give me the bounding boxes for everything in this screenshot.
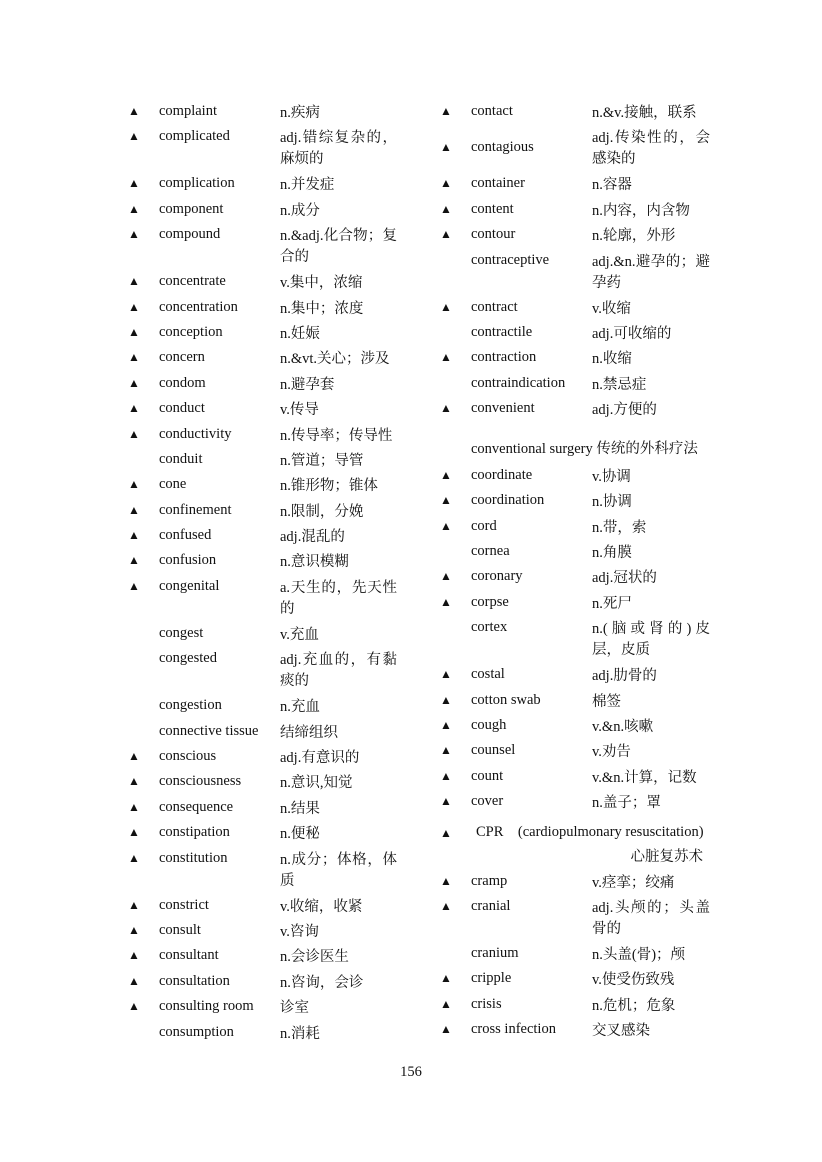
glossary-entry <box>128 346 398 371</box>
triangle-marker-icon: ▲ <box>128 999 140 1014</box>
entry-definition: adj.充血的，有黏痰的 <box>280 652 397 690</box>
glossary-entry <box>128 372 398 397</box>
triangle-marker-icon: ▲ <box>440 667 452 682</box>
triangle-marker-icon: ▲ <box>440 140 452 155</box>
entry-definition: n.&adj.化合物；复合的 <box>280 228 397 266</box>
glossary-entry <box>440 489 715 514</box>
entry-definition: v.集中，浓缩 <box>280 275 363 292</box>
glossary-entry <box>440 790 715 815</box>
glossary-entry <box>440 663 715 688</box>
glossary-entry <box>128 172 398 197</box>
triangle-marker-icon: ▲ <box>440 518 452 533</box>
triangle-marker-icon: ▲ <box>128 850 140 865</box>
entry-definition: n.轮廓，外形 <box>592 228 676 245</box>
entry-term: contraindication <box>471 374 566 391</box>
entry-term: consciousness <box>159 773 242 790</box>
entry-definition: 结缔组织 <box>280 724 338 741</box>
right-entries-group-b <box>440 464 715 816</box>
entry-term: compound <box>159 226 221 243</box>
entry-definition: adj.冠状的 <box>592 570 657 587</box>
triangle-marker-icon: ▲ <box>128 227 140 242</box>
entry-definition: n.疾病 <box>280 105 320 121</box>
entry-definition: n.集中；浓度 <box>280 300 364 317</box>
entry-definition: v.使受伤致残 <box>592 972 675 989</box>
entry-term: cripple <box>471 970 512 987</box>
glossary-entry <box>128 745 398 770</box>
entry-term: convenient <box>471 400 535 417</box>
entry-definition: a.天生的，先天性的 <box>280 579 397 617</box>
triangle-marker-icon: ▲ <box>128 528 140 543</box>
entry-term: count <box>471 767 504 784</box>
entry-term: contraceptive <box>471 251 550 268</box>
entry-definition: n.(脑或肾的)皮层，皮质 <box>592 621 710 659</box>
entry-definition: n.带，索 <box>592 519 647 536</box>
glossary-entry <box>440 739 715 764</box>
triangle-marker-icon: ▲ <box>128 129 140 144</box>
entry-term: cone <box>159 476 187 493</box>
entry-definition: adj.错综复杂的，麻烦的 <box>280 130 397 168</box>
entry-term: contraction <box>471 349 537 366</box>
glossary-entry <box>440 346 715 371</box>
entry-definition: n.避孕套 <box>280 376 335 393</box>
triangle-marker-icon: ▲ <box>128 553 140 568</box>
glossary-entry <box>128 970 398 995</box>
glossary-entry <box>128 995 398 1020</box>
entry-term: cover <box>471 793 504 810</box>
entry-term: congestion <box>159 697 222 714</box>
conventional-surgery-entry: conventional surgery 传统的外科疗法 <box>471 440 698 457</box>
glossary-entry <box>440 591 715 616</box>
right-entries-group-c <box>440 870 715 1044</box>
triangle-marker-icon: ▲ <box>440 176 452 191</box>
glossary-entry <box>440 198 715 223</box>
entry-definition: adj.混乱的 <box>280 529 345 546</box>
entry-term: concentrate <box>159 273 226 290</box>
triangle-marker-icon: ▲ <box>440 873 452 888</box>
entry-term: confusion <box>159 552 217 569</box>
triangle-marker-icon: ▲ <box>128 897 140 912</box>
entry-definition: n.结果 <box>280 800 320 817</box>
glossary-entry <box>440 397 715 422</box>
glossary-entry <box>440 765 715 790</box>
entry-definition: n.限制，分娩 <box>280 503 364 520</box>
entry-term: confused <box>159 527 212 544</box>
triangle-marker-icon: ▲ <box>128 578 140 593</box>
entry-definition: n.消耗 <box>280 1025 320 1042</box>
entry-term: contract <box>471 298 518 315</box>
entry-definition: n.会诊医生 <box>280 949 349 966</box>
glossary-entry <box>440 125 715 172</box>
entry-definition: n.&vt.关心；涉及 <box>280 351 390 368</box>
glossary-entry <box>440 223 715 248</box>
glossary-entry <box>440 100 715 125</box>
entry-definition: v.劝告 <box>592 744 631 761</box>
entry-term: crisis <box>471 995 502 1012</box>
triangle-marker-icon: ▲ <box>128 749 140 764</box>
glossary-entry <box>128 894 398 919</box>
entry-definition: v.痉挛；绞痛 <box>592 874 675 891</box>
entry-term: contagious <box>471 139 534 156</box>
glossary-entry <box>440 515 715 540</box>
entry-definition: n.锥形物；锥体 <box>280 478 378 495</box>
triangle-marker-icon: ▲ <box>128 375 140 390</box>
page-number: 156 <box>400 1064 422 1080</box>
triangle-marker-icon: ▲ <box>128 973 140 988</box>
entry-term: cough <box>471 717 507 734</box>
entry-definition: n.妊娠 <box>280 325 320 342</box>
triangle-marker-icon: ▲ <box>440 350 452 365</box>
entry-term: congested <box>159 650 217 667</box>
triangle-marker-icon: ▲ <box>128 922 140 937</box>
entry-term: complicated <box>159 128 230 145</box>
glossary-entry <box>128 397 398 422</box>
glossary-entry <box>440 540 715 565</box>
triangle-marker-icon: ▲ <box>440 825 452 840</box>
entry-term: coronary <box>471 568 523 585</box>
triangle-marker-icon: ▲ <box>128 825 140 840</box>
entry-term: concentration <box>159 298 238 315</box>
glossary-entry <box>128 796 398 821</box>
entry-term: contact <box>471 103 513 119</box>
cpr-entry <box>440 822 715 870</box>
entry-definition: n.意识,知觉 <box>280 775 353 792</box>
glossary-entry <box>128 694 398 719</box>
glossary-entry <box>440 372 715 397</box>
entry-definition: n.死尸 <box>592 595 632 612</box>
entry-definition: n.角膜 <box>592 545 632 562</box>
triangle-marker-icon: ▲ <box>128 104 140 118</box>
triangle-marker-icon: ▲ <box>440 718 452 733</box>
entry-term: cranium <box>471 944 519 961</box>
entry-term: constrict <box>159 896 209 913</box>
glossary-entry <box>128 499 398 524</box>
glossary-entry <box>128 524 398 549</box>
triangle-marker-icon: ▲ <box>128 350 140 365</box>
glossary-entry <box>128 321 398 346</box>
triangle-marker-icon: ▲ <box>128 426 140 441</box>
entry-definition: n.协调 <box>592 494 632 511</box>
glossary-entry <box>128 1021 398 1046</box>
glossary-entry <box>440 714 715 739</box>
entry-definition: n.禁忌症 <box>592 376 647 393</box>
entry-term: conduct <box>159 400 205 417</box>
right-entries-group-a <box>440 100 715 423</box>
triangle-marker-icon: ▲ <box>440 104 452 118</box>
entry-term: cross infection <box>471 1021 556 1038</box>
entry-definition: v.收缩 <box>592 300 631 317</box>
glossary-entry <box>128 448 398 473</box>
triangle-marker-icon: ▲ <box>128 948 140 963</box>
entry-term: concern <box>159 349 205 366</box>
entry-definition: n.成分；体格，体质 <box>280 851 397 889</box>
entry-definition: n.咨询，会诊 <box>280 974 364 991</box>
triangle-marker-icon: ▲ <box>440 996 452 1011</box>
entry-term: constipation <box>159 824 230 841</box>
entry-definition: adj.&n.避孕的；避孕药 <box>592 253 710 291</box>
entry-definition: v.咨询 <box>280 923 319 940</box>
glossary-entry <box>128 821 398 846</box>
entry-term: cornea <box>471 543 510 560</box>
triangle-marker-icon: ▲ <box>440 227 452 242</box>
triangle-marker-icon: ▲ <box>128 201 140 216</box>
section-gap <box>440 423 715 439</box>
glossary-entry <box>128 473 398 498</box>
entry-term: contractile <box>471 323 533 340</box>
entry-definition: n.内容，内含物 <box>592 202 690 219</box>
triangle-marker-icon: ▲ <box>440 743 452 758</box>
glossary-entry <box>128 423 398 448</box>
glossary-entry <box>128 847 398 894</box>
triangle-marker-icon: ▲ <box>440 299 452 314</box>
triangle-marker-icon: ▲ <box>440 898 452 913</box>
glossary-entry <box>128 296 398 321</box>
entry-definition: adj.肋骨的 <box>592 668 657 685</box>
entry-definition: n.管道；导管 <box>280 452 364 469</box>
entry-definition: adj.传染性的，会感染的 <box>592 130 710 168</box>
triangle-marker-icon: ▲ <box>128 176 140 191</box>
entry-term: corpse <box>471 593 509 610</box>
entry-definition: v.充血 <box>280 626 319 643</box>
entry-term: cortex <box>471 619 508 636</box>
entry-term: cranial <box>471 897 511 914</box>
entry-term: consulting room <box>159 998 254 1015</box>
entry-term: costal <box>471 666 505 683</box>
entry-definition: v.传导 <box>280 402 319 419</box>
triangle-marker-icon: ▲ <box>128 274 140 289</box>
entry-term: container <box>471 175 525 192</box>
entry-term: conscious <box>159 748 217 765</box>
glossary-entry <box>440 967 715 992</box>
entry-term: complaint <box>159 103 217 119</box>
right-glossary-column <box>440 100 715 1044</box>
entry-term: content <box>471 200 514 217</box>
glossary-entry <box>440 870 715 895</box>
entry-term: consult <box>159 921 201 938</box>
glossary-entry <box>440 172 715 197</box>
glossary-entry <box>440 895 715 942</box>
triangle-marker-icon: ▲ <box>440 1022 452 1037</box>
entry-term: consultant <box>159 947 219 964</box>
glossary-entry <box>440 942 715 967</box>
entry-definition: n.&v.接触，联系 <box>592 105 697 121</box>
entry-term: conduit <box>159 450 203 467</box>
entry-term: congenital <box>159 577 220 594</box>
triangle-marker-icon: ▲ <box>128 774 140 789</box>
glossary-entry <box>440 464 715 489</box>
triangle-marker-icon: ▲ <box>128 401 140 416</box>
entry-definition: n.容器 <box>592 177 632 194</box>
triangle-marker-icon: ▲ <box>440 493 452 508</box>
entry-definition: adj.可收缩的 <box>592 325 672 342</box>
triangle-marker-icon: ▲ <box>440 401 452 416</box>
glossary-entry <box>128 125 398 172</box>
triangle-marker-icon: ▲ <box>128 502 140 517</box>
entry-definition: adj.方便的 <box>592 402 657 419</box>
entry-term: counsel <box>471 742 516 759</box>
entry-definition: n.成分 <box>280 202 320 219</box>
entry-definition: n.收缩 <box>592 351 632 368</box>
entry-definition: v.协调 <box>592 468 631 485</box>
entry-term: connective tissue <box>159 722 259 739</box>
entry-definition: 棉签 <box>592 693 621 710</box>
glossary-entry <box>128 770 398 795</box>
entry-definition: n.便秘 <box>280 826 320 843</box>
entry-term: confinement <box>159 501 232 518</box>
triangle-marker-icon: ▲ <box>128 477 140 492</box>
entry-term: component <box>159 200 224 217</box>
triangle-marker-icon: ▲ <box>128 799 140 814</box>
entry-definition: n.意识模糊 <box>280 554 349 571</box>
triangle-marker-icon: ▲ <box>440 971 452 986</box>
entry-term: cramp <box>471 872 508 889</box>
triangle-marker-icon: ▲ <box>440 794 452 809</box>
glossary-entry <box>128 575 398 622</box>
entry-definition: adj.有意识的 <box>280 750 360 767</box>
entry-term: cotton swab <box>471 691 541 708</box>
glossary-entry <box>128 647 398 694</box>
entry-term: conception <box>159 323 223 340</box>
glossary-entry <box>128 270 398 295</box>
entry-term: coordination <box>471 492 545 509</box>
glossary-entry <box>440 993 715 1018</box>
entry-definition: n.盖子；罩 <box>592 795 661 812</box>
triangle-marker-icon: ▲ <box>440 692 452 707</box>
entry-term: congest <box>159 624 204 641</box>
triangle-marker-icon: ▲ <box>128 299 140 314</box>
glossary-entry <box>128 100 398 125</box>
entry-definition: n.并发症 <box>280 177 335 194</box>
entry-term: consequence <box>159 798 234 815</box>
glossary-entry <box>128 944 398 969</box>
entry-definition: v.&n.咳嗽 <box>592 719 654 736</box>
entry-definition: v.&n.计算，记数 <box>592 769 697 786</box>
entry-definition: v.收缩，收紧 <box>280 898 363 915</box>
entry-definition: n.危机；危象 <box>592 997 676 1014</box>
entry-term: consultation <box>159 972 230 989</box>
glossary-entry <box>128 198 398 223</box>
entry-term: coordinate <box>471 466 533 483</box>
entry-term: consumption <box>159 1023 234 1040</box>
left-glossary-column <box>128 100 398 1046</box>
triangle-marker-icon: ▲ <box>128 324 140 339</box>
triangle-marker-icon: ▲ <box>440 201 452 216</box>
entry-term: complication <box>159 175 235 192</box>
glossary-entry <box>128 549 398 574</box>
entry-definition: 诊室 <box>280 1000 309 1017</box>
glossary-entry <box>128 919 398 944</box>
glossary-entry <box>440 249 715 296</box>
glossary-entry <box>128 622 398 647</box>
entry-definition: n.传导率；传导性 <box>280 427 393 444</box>
entry-definition: n.头盖(骨)；颅 <box>592 946 686 963</box>
triangle-marker-icon: ▲ <box>440 467 452 482</box>
triangle-marker-icon: ▲ <box>440 569 452 584</box>
cpr-definition: 心脏复苏术 <box>630 848 703 865</box>
entry-term: condom <box>159 374 206 391</box>
cpr-term: CPR (cardiopulmonary resuscitation) <box>476 823 704 840</box>
glossary-entry <box>128 720 398 745</box>
entry-definition: n.充血 <box>280 699 320 716</box>
entry-term: cord <box>471 517 497 534</box>
glossary-entry <box>440 1018 715 1043</box>
glossary-entry <box>440 296 715 321</box>
glossary-entry <box>440 565 715 590</box>
entry-term: constitution <box>159 849 228 866</box>
triangle-marker-icon: ▲ <box>440 594 452 609</box>
glossary-entry <box>440 321 715 346</box>
glossary-entry <box>440 689 715 714</box>
entry-term: contour <box>471 226 516 243</box>
entry-definition: 交叉感染 <box>592 1023 650 1040</box>
glossary-entry <box>128 223 398 270</box>
triangle-marker-icon: ▲ <box>440 768 452 783</box>
entry-term: conductivity <box>159 425 232 442</box>
glossary-entry <box>440 616 715 663</box>
entry-definition: adj.头颅的；头盖骨的 <box>592 899 710 937</box>
